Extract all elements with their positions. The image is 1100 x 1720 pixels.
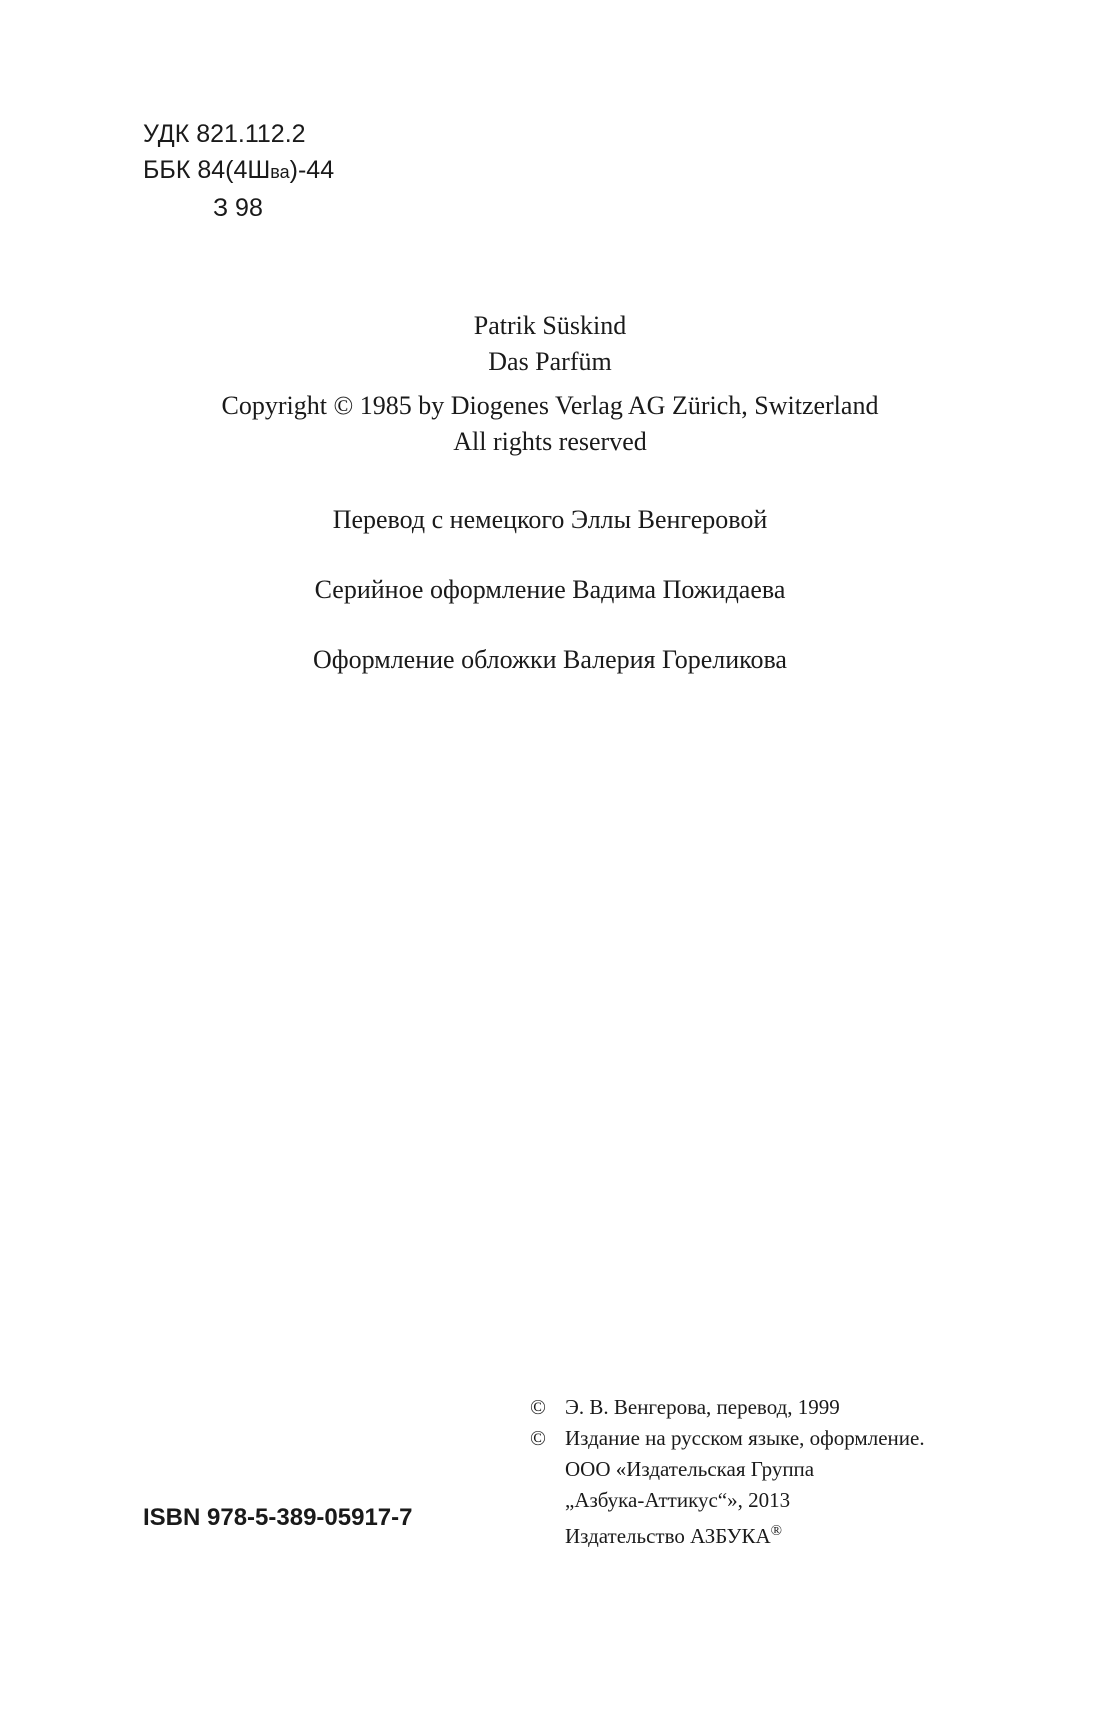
original-author: Patrik Süskind xyxy=(473,311,627,340)
copyright-notice xyxy=(0,388,1100,460)
copyright-mark: © xyxy=(530,1426,546,1450)
registered-mark: ® xyxy=(770,1523,783,1539)
series-design-credit: Серийное оформление Вадима Пожидаева xyxy=(314,575,786,604)
author-mark: З 98 xyxy=(213,194,263,222)
bbk-suffix: )-44 xyxy=(289,156,335,184)
rights-reserved: All rights reserved xyxy=(453,427,647,456)
copyright-mark: © xyxy=(530,1395,546,1419)
publisher-name: ООО «Издательская Группа xyxy=(565,1457,815,1481)
cover-design-credit: Оформление обложки Валерия Гореликова xyxy=(313,645,787,674)
rights-line xyxy=(530,1485,925,1516)
publisher-name-year: „Азбука-Аттикус“», 2013 xyxy=(565,1488,791,1512)
original-title: Das Parfüm xyxy=(488,347,612,376)
translation-credit: Перевод с немецкого Эллы Венгеровой xyxy=(332,505,768,534)
copyright-line: Copyright © 1985 by Diogenes Verlag AG Zürich, Switzerland xyxy=(221,391,879,420)
rights-block xyxy=(530,1392,925,1552)
original-edition xyxy=(0,308,1100,380)
translation-copyright: Э. В. Венгерова, перевод, 1999 xyxy=(565,1395,840,1419)
rights-line xyxy=(530,1454,925,1485)
bbk-code xyxy=(143,152,334,190)
edition-copyright: Издание на русском языке, оформление. xyxy=(565,1426,925,1450)
bbk-prefix: ББК 84(4Ш xyxy=(143,156,271,184)
udk-code: УДК 821.112.2 xyxy=(143,120,306,148)
rights-line xyxy=(530,1423,925,1454)
rights-line xyxy=(530,1516,925,1552)
isbn: ISBN 978-5-389-05917-7 xyxy=(143,1504,413,1531)
bbk-subscript: ва xyxy=(270,162,290,182)
rights-line xyxy=(530,1392,925,1423)
publisher-imprint: Издательство АЗБУКА® xyxy=(565,1523,783,1548)
classification-block xyxy=(143,116,334,226)
